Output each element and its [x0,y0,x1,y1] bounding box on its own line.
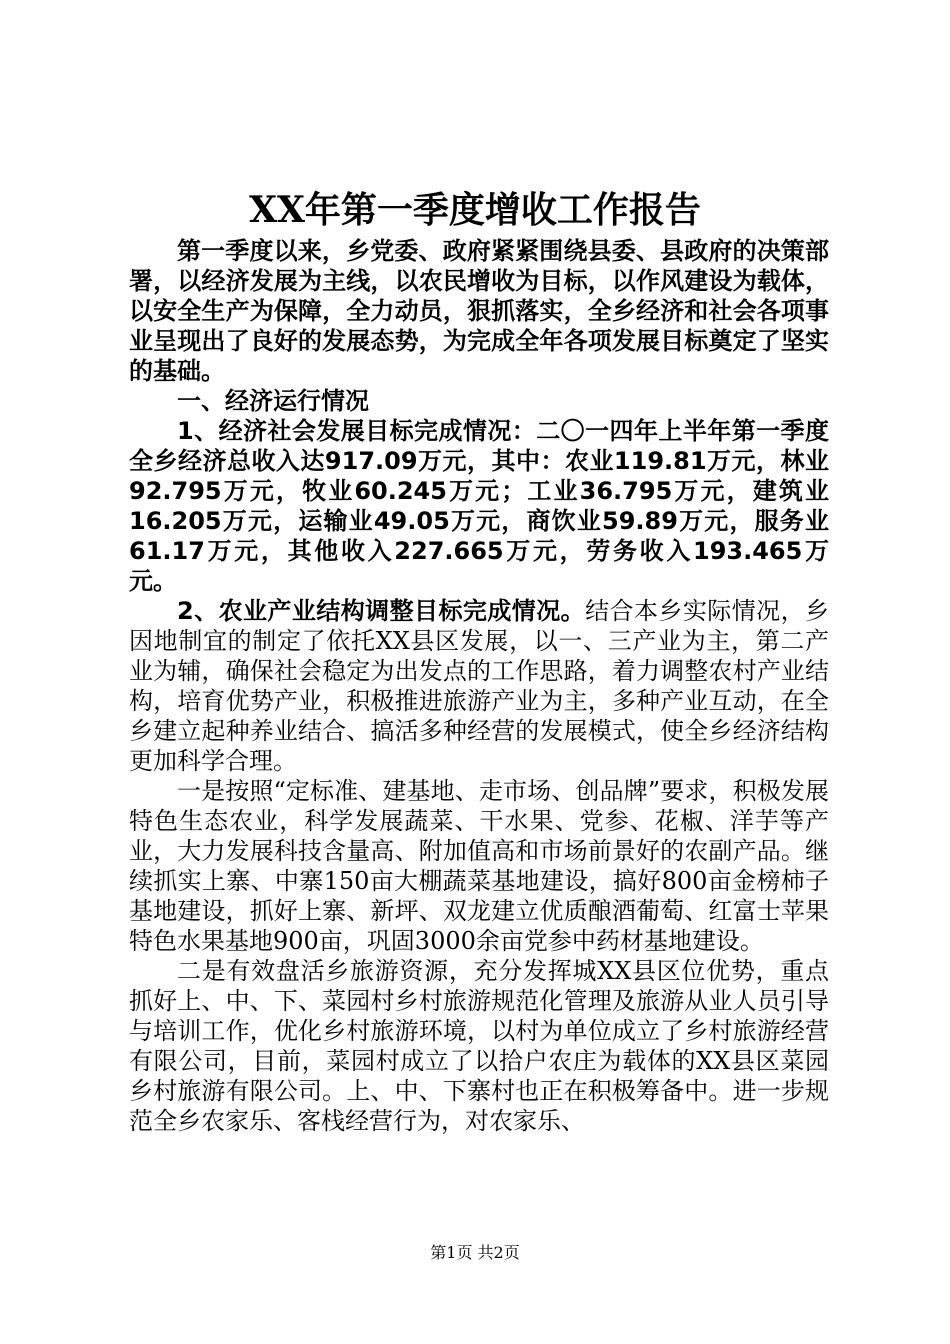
document-title: XX年第一季度增收工作报告 [249,189,701,231]
economic-results-paragraph: 1、经济社会发展目标完成情况：二〇一四年上半年第一季度全乡经济总收入达917.09万元，其中：农业119.81万元，林业92.795万元，牧业60.245万元；工业36.795万元，建筑业16.205万元，运输业49.05万元，商饮业59.89万元，服务业61.17万元，其他收入227.665万元，劳务收入193.465万元。 [129,417,829,595]
page-footer: 第1页 共2页 [430,1243,520,1262]
section-heading: 一、经济运行情况 [177,387,369,415]
structure-adjustment-lead: 2、农业产业结构调整目标完成情况。 [177,597,586,625]
document-body [129,236,829,1136]
intro-paragraph: 第一季度以来，乡党委、政府紧紧围绕县委、县政府的决策部署，以经济发展为主线，以农民增收为目标，以作风建设为载体，以安全生产为保障，全力动员，狠抓落实，全乡经济和社会各项事业呈现出了良好的发展态势，为完成全年各项发展目标奠定了坚实的基础。 [129,237,829,385]
structure-adjustment-text: 结合本乡实际情况，乡因地制宜的制定了依托XX县区发展，以一、三产业为主，第二产业为辅，确保社会稳定为出发点的工作思路，着力调整农村产业结构，培育优势产业，积极推进旅游产业为主，多种产业互动，在全乡建立起种养业结合、搞活多种经营的发展模式，使全乡经济结构更加科学合理。 [129,597,830,775]
tourism-point-paragraph: 二是有效盘活乡旅游资源，充分发挥城XX县区位优势，重点抓好上、中、下、菜园村乡村旅游规范化管理及旅游从业人员引导与培训工作，优化乡村旅游环境，以村为单位成立了乡村旅游经营有限公司，目前，菜园村成立了以拾户农庄为载体的XX县区菜园乡村旅游有限公司。上、中、下寨村也正在积极筹备中。进一步规范全乡农家乐、客栈经营行为，对农家乐、 [129,957,829,1135]
agriculture-point-paragraph: 一是按照“定标准、建基地、走市场、创品牌”要求，积极发展特色生态农业，科学发展蔬菜、干水果、党参、花椒、洋芋等产业，大力发展科技含量高、附加值高和市场前景好的农副产品。继续抓实上寨、中寨150亩大棚蔬菜基地建设，搞好800亩金榜柿子基地建设，抓好上寨、新坪、双龙建立优质酿酒葡萄、红富士苹果特色水果基地900亩，巩固3000余亩党参中药材基地建设。 [129,777,829,955]
structure-adjustment-paragraph [129,596,829,776]
